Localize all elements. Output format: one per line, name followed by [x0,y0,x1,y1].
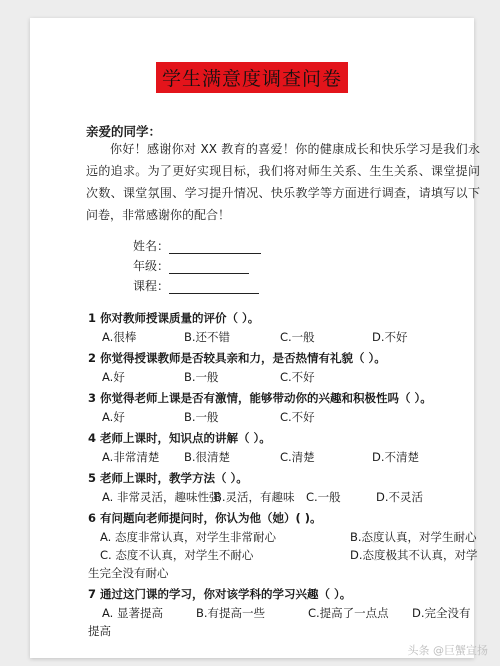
q2-option-a[interactable]: A.好 [102,370,125,384]
question-4: 4 老师上课时，知识点的讲解（ ）。 [88,431,271,445]
name-field[interactable] [133,234,261,254]
name-label: 姓名： [133,239,170,253]
question-1-options [88,328,480,346]
q1-option-d[interactable]: D.不好 [372,330,408,344]
intro-paragraph: 你好！感谢你对 XX 教育的喜爱！你的健康成长和快乐学习是我们永远的追求。为了更好实现目标，我们将对师生关系、生生关系、课堂提问次数、课堂氛围、学习提升情况、快乐教学等方面进行调查，请填写以下问卷，非常感谢你的配合！ [86,142,480,222]
q7-option-b[interactable]: B.有提高一些 [196,606,266,620]
info-fields [133,234,261,294]
question-4-options [88,448,480,466]
q5-option-a[interactable]: A. 非常灵活，趣味性强 [102,490,221,504]
course-label: 课程： [133,279,170,293]
question-1: 1 你对教师授课质量的评价（ ）。 [88,311,260,325]
question-7: 7 通过这门课的学习，你对该学科的学习兴趣（ ）。 [88,587,352,601]
q5-option-d[interactable]: D.不灵活 [376,490,424,504]
q6-option-d[interactable]: D.态度极其不认真，对学 [350,548,478,562]
question-2-options [88,368,480,386]
grade-line[interactable] [169,259,249,274]
name-line[interactable] [169,239,261,254]
question-5-options [88,488,480,506]
grade-field[interactable] [133,254,261,274]
q7-option-c[interactable]: C.提高了一点点 [308,606,389,620]
q6-option-a[interactable]: A. 态度非常认真，对学生非常耐心 [100,530,276,544]
grade-label: 年级： [133,259,170,273]
question-5: 5 老师上课时，教学方法（ ）。 [88,471,248,485]
question-2: 2 你觉得授课教师是否较具亲和力，是否热情有礼貌（ ）。 [88,351,386,365]
q3-option-b[interactable]: B.一般 [184,410,219,424]
question-3-options [88,408,480,426]
q2-option-c[interactable]: C.不好 [280,370,315,384]
q6-option-b[interactable]: B.态度认真，对学生耐心 [350,530,477,544]
q5-option-b[interactable]: B.灵活，有趣味 [214,490,295,504]
q1-option-a[interactable]: A.很棒 [102,330,137,344]
question-6-options [88,528,480,582]
q1-option-b[interactable]: B.还不错 [184,330,231,344]
title-wrap [30,62,474,93]
question-7-options [88,604,480,622]
q3-option-a[interactable]: A.好 [102,410,125,424]
q6-option-d-continuation: 生完全没有耐心 [88,566,169,580]
q4-option-c[interactable]: C.清楚 [280,450,315,464]
course-line[interactable] [169,279,259,294]
q6-option-c[interactable]: C. 态度不认真，对学生不耐心 [100,548,254,562]
q4-option-a[interactable]: A.非常清楚 [102,450,160,464]
course-field[interactable] [133,274,261,294]
question-list [88,308,480,640]
q4-option-d[interactable]: D.不清楚 [372,450,420,464]
q5-option-c[interactable]: C.一般 [306,490,341,504]
greeting: 亲爱的同学： [86,124,162,139]
q4-option-b[interactable]: B.很清楚 [184,450,231,464]
survey-sheet [30,18,480,658]
question-3: 3 你觉得老师上课是否有激情，能够带动你的兴趣和积极性吗（ ）。 [88,391,432,405]
question-6: 6 有问题向老师提问时，你认为他（她）( )。 [88,511,322,525]
q1-option-c[interactable]: C.一般 [280,330,315,344]
q2-option-b[interactable]: B.一般 [184,370,219,384]
q7-option-d[interactable]: D.完全没有 [412,606,471,620]
q7-option-a[interactable]: A. 显著提高 [102,606,163,620]
watermark: 头条 @巨蟹宣扬 [407,644,488,657]
q3-option-c[interactable]: C.不好 [280,410,315,424]
page-title: 学生满意度调查问卷 [156,62,348,93]
q7-option-d-continuation: 提高 [88,624,111,638]
